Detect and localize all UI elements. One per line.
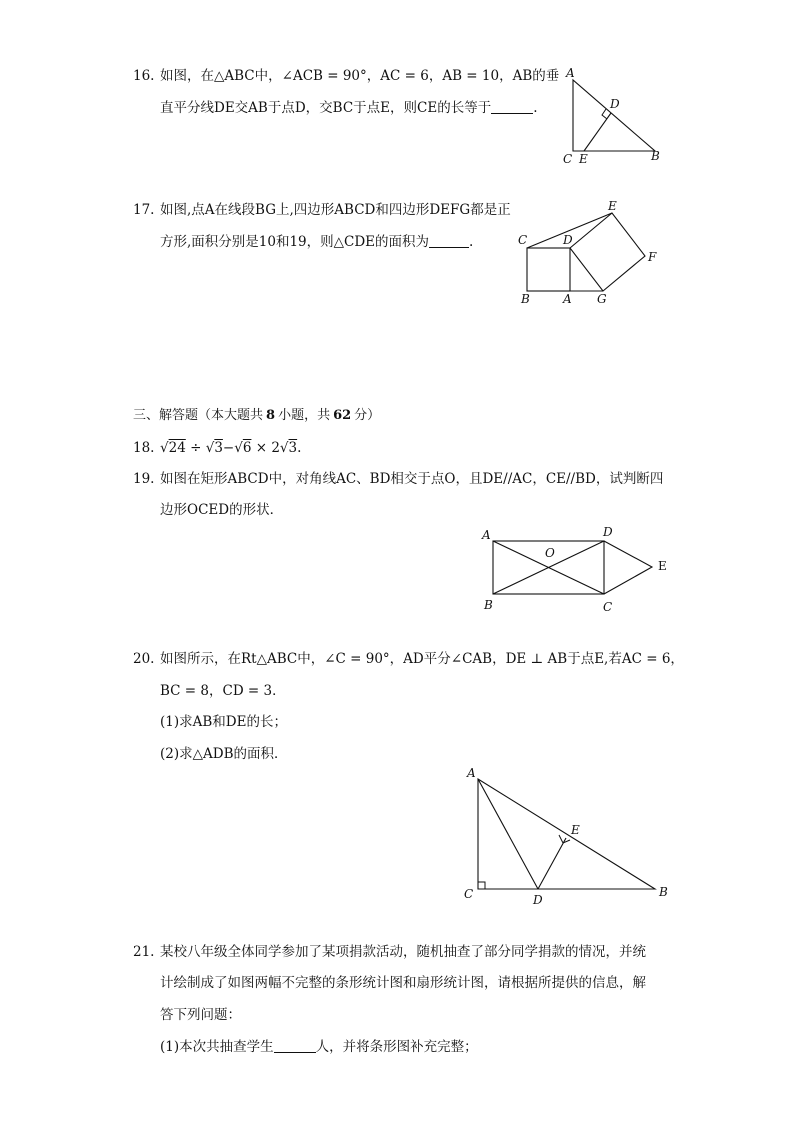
q20-right-angle-c (478, 882, 485, 889)
q17-label-b: B (521, 292, 530, 306)
q17-label-a: A (563, 292, 572, 306)
q20-part1: (1)求AB和DE的长； (160, 714, 287, 730)
q17-line2-text: 方形,面积分别是10和19，则△CDE的面积为 (160, 234, 430, 250)
q17-line2-end: . (469, 234, 474, 250)
q21-answer-blank (274, 1038, 316, 1053)
q21-line1: 某校八年级全体同学参加了某项捐款活动，随机抽查了部分同学捐款的情况，并统 (160, 944, 646, 960)
q19-label-a: A (482, 528, 491, 542)
section-3-count: 8 (266, 408, 276, 423)
q20-line1: 如图所示，在Rt△ABC中，∠C = 90°，AD平分∠CAB，DE ⊥ AB于点E,若AC = 6， (160, 651, 684, 667)
q17-number: 17. (133, 202, 155, 218)
q19-line1: 如图在矩形ABCD中，对角线AC、BD相交于点O，且DE//AC，CE//BD，试判断四 (160, 471, 664, 487)
q20-label-b: B (659, 885, 668, 899)
q18-end: . (297, 440, 302, 456)
section-3-suffix: 分） (354, 408, 381, 423)
q19-label-c: C (603, 600, 613, 614)
q21-line3: 答下列问题： (160, 1007, 241, 1023)
q17-label-f: F (648, 250, 657, 264)
q21-part1-text: (1)本次共抽查学生 (160, 1039, 274, 1055)
q20-label-d: D (533, 893, 543, 907)
q17-label-e: E (608, 199, 617, 213)
sqrt-3-b: √3 (279, 440, 298, 456)
q16-label-d: D (610, 97, 620, 111)
q16-label-e: E (579, 152, 588, 166)
q20-label-c: C (464, 887, 474, 901)
q21-part1-end: 人，并将条形图补充完整； (315, 1039, 478, 1055)
section-3-score: 62 (333, 408, 352, 423)
q20-label-e: E (571, 823, 580, 837)
q20-bisector-ad (478, 779, 538, 889)
q19-label-b: B (484, 598, 493, 612)
q20-line2: BC = 8，CD = 3． (160, 683, 286, 699)
q20-label-a: A (467, 766, 476, 780)
q21-part1 (160, 1037, 478, 1057)
q20-number: 20. (133, 651, 155, 667)
sqrt-3: √3 (205, 440, 223, 456)
q20-part2: (2)求△ADB的面积． (160, 746, 288, 762)
q19-label-d: D (603, 525, 613, 539)
section-3-mid: 小题，共 (278, 408, 331, 423)
sqrt-24: √24 (160, 440, 186, 456)
q19-label-e: E (658, 559, 667, 573)
q16-label-a: A (566, 66, 575, 80)
minus-sign: − (222, 440, 235, 456)
q20-perpendicular-de (538, 838, 566, 889)
q16-line2-end: . (533, 100, 538, 116)
q16-line2-text: 直平分线DE交AB于点D，交BC于点E，则CE的长等于 (160, 100, 492, 116)
q20-triangle-abc (478, 779, 655, 889)
q17-label-g: G (597, 292, 607, 306)
q16-number: 16. (133, 68, 155, 84)
sqrt-6: √6 (234, 440, 252, 456)
divide-sign: ÷ (190, 440, 202, 456)
q17-label-c: C (518, 233, 528, 247)
q16-label-b: B (651, 149, 660, 163)
q19-label-o: O (545, 546, 555, 560)
q21-number: 21. (133, 944, 155, 960)
q17-label-d: D (563, 233, 573, 247)
section-3-prefix: 三、解答题（本大题共 (133, 408, 264, 423)
q18-number: 18. (133, 440, 155, 456)
q17-line1: 如图,点A在线段BG上,四边形ABCD和四边形DEFG都是正 (160, 202, 511, 218)
times-two: × 2 (255, 440, 280, 456)
q16-line1: 如图，在△ABC中，∠ACB = 90°，AC = 6，AB = 10，AB的垂 (160, 68, 560, 84)
q16-label-c: C (563, 152, 573, 166)
q19-number: 19. (133, 471, 155, 487)
q19-line2: 边形OCED的形状． (160, 502, 284, 518)
q21-line2: 计绘制成了如图两幅不完整的条形统计图和扇形统计图，请根据所提供的信息，解 (160, 975, 646, 991)
